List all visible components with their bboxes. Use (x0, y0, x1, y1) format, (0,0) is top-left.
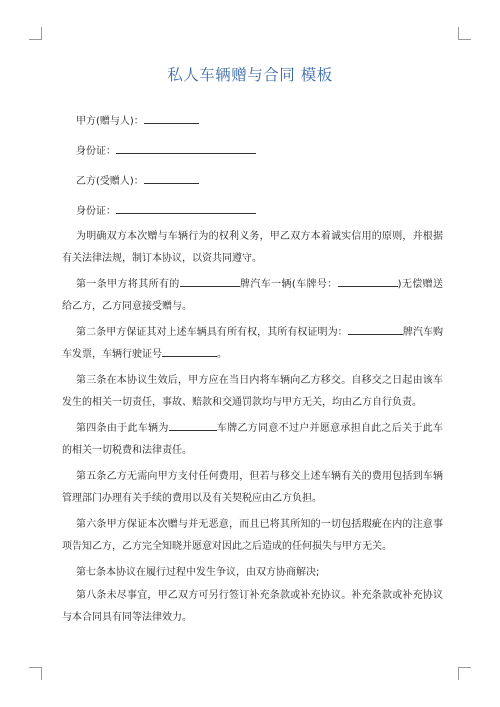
clause-2-license-blank[interactable] (162, 345, 217, 357)
clause-2 (62, 322, 443, 366)
crop-mark-bottom-right (458, 667, 471, 680)
crop-mark-top-left (29, 27, 42, 40)
id-b-label: 身份证： (76, 206, 116, 217)
party-a-label: 甲方(赠与人)： (76, 116, 144, 127)
party-b-blank[interactable] (144, 172, 199, 184)
clause-1-plate-blank[interactable] (338, 275, 398, 287)
clause-1 (62, 274, 443, 318)
clause-7: 第七条本协议在履行过程中发生争议，由双方协商解决; (76, 567, 320, 578)
clause-4 (62, 418, 443, 462)
party-a-blank[interactable] (144, 112, 199, 124)
clause-4-blank[interactable] (169, 419, 217, 431)
clause-6: 第六条甲方保证本次赠与并无恶意，而且已将其所知的一切包括瑕疵在内的注意事项告知乙方，乙方完全知晓并愿意对因此之后造成的任何损失与甲方无关。 (62, 519, 443, 552)
party-a-field (62, 112, 443, 130)
intro-paragraph: 为明确双方本次赠与车辆行为的权利义务，甲乙双方本着诚实信用的原则，并根据有关法律法规，制订本协议，以资共同遵守。 (62, 231, 443, 264)
crop-mark-top-right (458, 27, 471, 40)
party-b-field (62, 172, 443, 190)
clause-1-text-a: 第一条甲方将其所有的 (76, 279, 180, 290)
clause-4-text-a: 第四条由于此车辆为 (76, 423, 169, 434)
clause-2-text-a: 第二条甲方保证其对上述车辆具有所有权，其所有权证明为： (76, 327, 348, 338)
clause-2-text-c: 。 (217, 349, 227, 360)
crop-mark-bottom-left (29, 667, 42, 680)
clause-1-text-b: 牌汽车一辆(车牌号： (239, 279, 338, 290)
document-body (62, 112, 443, 633)
id-a-label: 身份证： (76, 146, 116, 157)
clause-4-text-b: 车牌乙方同意不过户并愿意承担自此之后关于此车的相关一切税费和法律责任。 (62, 423, 444, 456)
id-b-field (62, 202, 443, 220)
clause-2-brand-blank[interactable] (348, 323, 403, 335)
id-b-blank[interactable] (116, 202, 256, 214)
party-b-label: 乙方(受赠人)： (76, 176, 144, 187)
id-a-field (62, 142, 443, 160)
clause-1-brand-blank[interactable] (180, 275, 240, 287)
id-a-blank[interactable] (116, 142, 256, 154)
clause-8: 第八条未尽事宜，甲乙双方可另行签订补充条款或补充协议。补充条款或补充协议与本合同具有同等法律效力。 (62, 590, 443, 623)
clause-2-text-b: 牌汽车购车发票，车辆行驶证号 (62, 327, 444, 360)
clause-1-text-c: )无偿赠送给乙方，乙方同意接受赠与。 (62, 279, 444, 312)
clause-3: 第三条在本协议生效后，甲方应在当日内将车辆向乙方移交。自移交之日起由该车发生的相关一切责任，事故、赔款和交通罚款均与甲方无关，均由乙方自行负责。 (62, 375, 443, 408)
clause-5: 第五条乙方无需向甲方支付任何费用，但若与移交上述车辆有关的费用包括到车辆管理部门办理有关手续的费用以及有关契税应由乙方负担。 (62, 471, 443, 504)
document-title: 私人车辆赠与合同 模板 (167, 66, 333, 84)
